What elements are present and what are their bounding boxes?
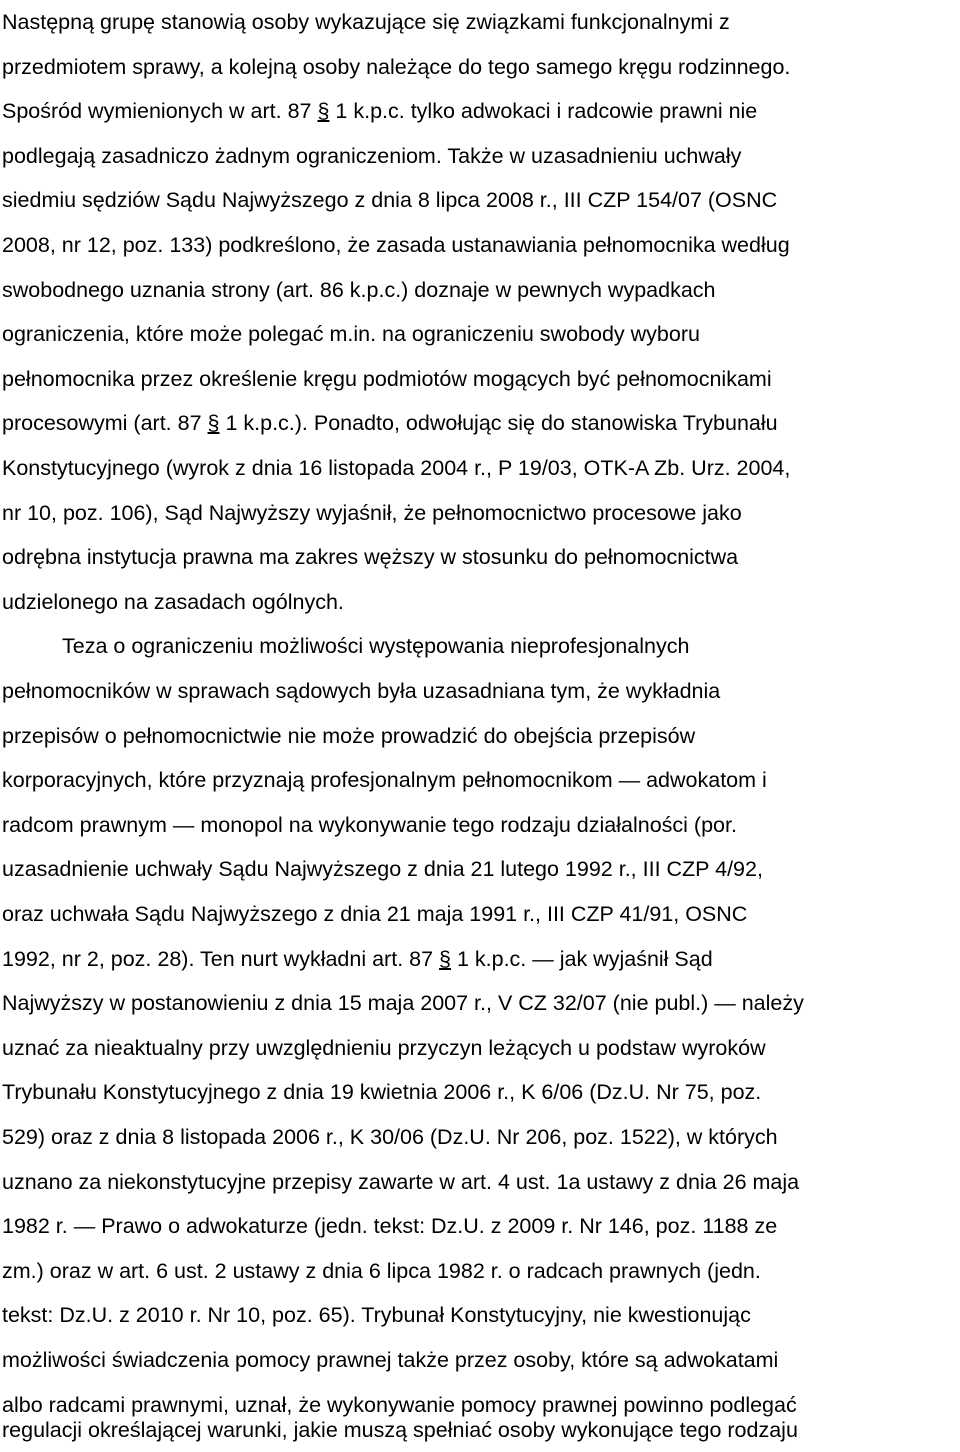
text-line: oraz uchwała Sądu Najwyższego z dnia 21 maja 1991 r., III CZP 41/91, OSNC <box>2 902 748 926</box>
text-line: swobodnego uznania strony (art. 86 k.p.c.) doznaje w pewnych wypadkach <box>2 277 716 302</box>
text-line: Najwyższy w postanowieniu z dnia 15 maja 2007 r., V CZ 32/07 (nie publ.) — należy <box>2 991 804 1016</box>
text-line: przedmiotem sprawy, a kolejną osoby należące do tego samego kręgu rodzinnego. <box>2 54 791 79</box>
text-line: 2008, nr 12, poz. 133) podkreślono, że zasada ustanawiania pełnomocnika według <box>2 233 790 257</box>
text-line: uznać za nieaktualny przy uwzględnieniu przyczyn leżących u podstaw wyroków <box>2 1035 766 1060</box>
text-line: nr 10, poz. 106), Sąd Najwyższy wyjaśnił, że pełnomocnictwo procesowe jako <box>2 500 742 525</box>
text-line: 1982 r. — Prawo o adwokaturze (jedn. tekst: Dz.U. z 2009 r. Nr 146, poz. 1188 ze <box>2 1214 778 1239</box>
text-line: podlegają zasadniczo żadnym ograniczeniom. Także w uzasadnieniu uchwały <box>2 143 742 168</box>
text-line: ograniczenia, które może polegać m.in. na ograniczeniu swobody wyboru <box>2 322 700 347</box>
text-line: 529) oraz z dnia 8 listopada 2006 r., K 30/06 (Dz.U. Nr 206, poz. 1522), w których <box>2 1125 778 1149</box>
text-line: albo radcami prawnymi, uznał, że wykonywanie pomocy prawnej powinno podlegać <box>2 1392 797 1417</box>
text-line: odrębna instytucja prawna ma zakres węższy w stosunku do pełnomocnictwa <box>2 545 739 570</box>
text-line: pełnomocnika przez określenie kręgu podmiotów mogących być pełnomocnikami <box>2 366 772 391</box>
text-line: przepisów o pełnomocnictwie nie może prowadzić do obejścia przepisów <box>2 723 696 748</box>
text-line: Konstytucyjnego (wyrok z dnia 16 listopada 2004 r., P 19/03, OTK-A Zb. Urz. 2004, <box>2 456 791 480</box>
text-line: tekst: Dz.U. z 2010 r. Nr 10, poz. 65). Trybunał Konstytucyjny, nie kwestionując <box>2 1303 751 1328</box>
text-line: procesowymi (art. 87 § 1 k.p.c.). Ponadto, odwołując się do stanowiska Trybunału <box>2 411 778 436</box>
text-line: regulacji określającej warunki, jakie muszą spełniać osoby wykonujące tego rodzaju <box>2 1418 798 1442</box>
text-line: Trybunału Konstytucyjnego z dnia 19 kwietnia 2006 r., K 6/06 (Dz.U. Nr 75, poz. <box>2 1080 762 1105</box>
text-line: udzielonego na zasadach ogólnych. <box>2 589 344 614</box>
section-sign: § <box>317 99 330 124</box>
text-line: pełnomocników w sprawach sądowych była uzasadniana tym, że wykładnia <box>2 679 721 703</box>
section-sign: § <box>439 946 451 971</box>
text-line: radcom prawnym — monopol na wykonywanie tego rodzaju działalności (por. <box>2 812 737 837</box>
text-line: Następną grupę stanowią osoby wykazujące się związkami funkcjonalnymi z <box>2 10 730 34</box>
text-line: 1992, nr 2, poz. 28). Ten nurt wykładni art. 87 § 1 k.p.c. — jak wyjaśnił Sąd <box>2 946 713 971</box>
text-line: uzasadnienie uchwały Sądu Najwyższego z dnia 21 lutego 1992 r., III CZP 4/92, <box>2 857 763 882</box>
text-line: uznano za niekonstytucyjne przepisy zawarte w art. 4 ust. 1a ustawy z dnia 26 maja <box>2 1169 800 1194</box>
text-line: siedmiu sędziów Sądu Najwyższego z dnia 8 lipca 2008 r., III CZP 154/07 (OSNC <box>2 188 778 213</box>
text-line: Spośród wymienionych w art. 87 § 1 k.p.c. tylko adwokaci i radcowie prawni nie <box>2 99 758 124</box>
text-line: korporacyjnych, które przyznają profesjonalnym pełnomocnikom — adwokatom i <box>2 768 767 793</box>
text-line: zm.) oraz w art. 6 ust. 2 ustawy z dnia 6 lipca 1982 r. o radcach prawnych (jedn. <box>2 1258 761 1283</box>
text-line: możliwości świadczenia pomocy prawnej także przez osoby, które są adwokatami <box>2 1348 779 1372</box>
text-line: Teza o ograniczeniu możliwości występowania nieprofesjonalnych <box>62 634 690 659</box>
section-sign: § <box>207 411 220 436</box>
